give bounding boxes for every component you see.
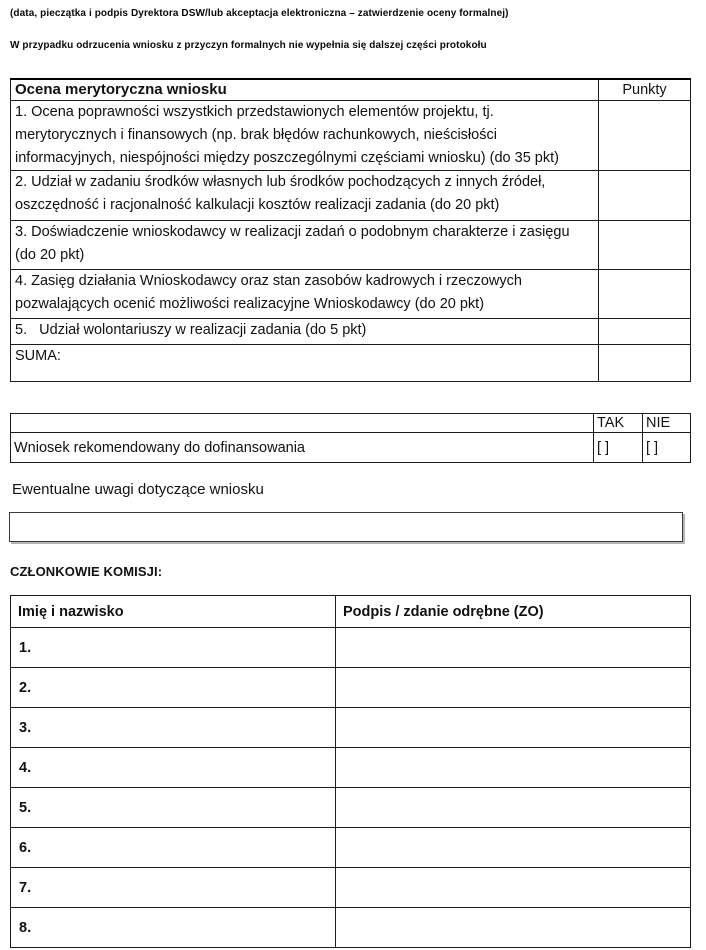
recommendation-label: Wniosek rekomendowany do dofinansowania — [14, 439, 305, 456]
committee-row — [11, 628, 691, 668]
criterion-3-label: 3. Doświadczenie wnioskodawcy w realizacji zadań o podobnym charakterze i zasięgu (do 20 pkt) — [15, 224, 574, 263]
committee-row — [11, 868, 691, 908]
member-7-signature-cell[interactable] — [336, 868, 691, 908]
member-6-signature-cell[interactable] — [336, 828, 691, 868]
member-2-name-cell[interactable]: 2. — [11, 668, 336, 708]
no-column-header: NIE — [646, 415, 671, 431]
merit-table-header-row — [11, 79, 691, 101]
formal-rejection-note: W przypadku odrzucenia wniosku z przyczyn formalnych nie wypełnia się dalszej części protokołu — [10, 40, 487, 51]
yes-column-header: TAK — [597, 415, 625, 431]
merit-evaluation-table — [10, 78, 691, 382]
criterion-3-points-cell[interactable] — [599, 221, 691, 270]
member-1-signature-cell[interactable] — [336, 628, 691, 668]
member-2-signature-cell[interactable] — [336, 668, 691, 708]
table-row — [11, 101, 691, 171]
table-row — [11, 270, 691, 319]
name-column-header: Imię i nazwisko — [18, 603, 124, 620]
member-3-signature-cell[interactable] — [336, 708, 691, 748]
points-column-header: Punkty — [622, 82, 667, 98]
member-7-name-cell[interactable]: 7. — [11, 868, 336, 908]
yes-checkbox[interactable]: [ ] — [594, 433, 643, 463]
member-3-name-cell[interactable]: 3. — [11, 708, 336, 748]
member-6-name-cell[interactable]: 6. — [11, 828, 336, 868]
criterion-5-points-cell[interactable] — [599, 319, 691, 345]
merit-table-title: Ocena merytoryczna wniosku — [15, 81, 227, 98]
no-checkbox[interactable]: [ ] — [643, 433, 691, 463]
criterion-1-points-cell[interactable] — [599, 101, 691, 171]
sum-label: SUMA: — [15, 348, 61, 364]
committee-row — [11, 828, 691, 868]
member-4-signature-cell[interactable] — [336, 748, 691, 788]
sum-row — [11, 345, 691, 382]
criterion-4-label: 4. Zasięg działania Wnioskodawcy oraz stan zasobów kadrowych i rzeczowych pozwalających ocenić możliwości realizacyjne Wnioskodawcy (do 20 pkt) — [15, 273, 526, 312]
sum-points-cell[interactable] — [599, 345, 691, 382]
member-5-name-cell[interactable]: 5. — [11, 788, 336, 828]
remarks-input-box[interactable] — [9, 512, 683, 542]
committee-heading: CZŁONKOWIE KOMISJI: — [10, 564, 163, 579]
member-5-signature-cell[interactable] — [336, 788, 691, 828]
member-8-name-cell[interactable]: 8. — [11, 908, 336, 948]
committee-row — [11, 708, 691, 748]
recommendation-row — [11, 433, 691, 463]
empty-header-cell — [11, 414, 594, 433]
criterion-2-points-cell[interactable] — [599, 171, 691, 221]
table-row — [11, 171, 691, 221]
remarks-label: Ewentualne uwagi dotyczące wniosku — [12, 481, 264, 498]
signature-note: (data, pieczątka i podpis Dyrektora DSW/lub akceptacja elektroniczna – zatwierdzenie oceny formalnej) — [10, 8, 509, 19]
member-4-name-cell[interactable]: 4. — [11, 748, 336, 788]
criterion-4-points-cell[interactable] — [599, 270, 691, 319]
table-row — [11, 319, 691, 345]
member-8-signature-cell[interactable] — [336, 908, 691, 948]
criterion-5-label: 5. Udział wolontariuszy w realizacji zadania (do 5 pkt) — [15, 322, 367, 338]
committee-row — [11, 908, 691, 948]
member-1-name-cell[interactable]: 1. — [11, 628, 336, 668]
committee-row — [11, 668, 691, 708]
recommendation-header-row — [11, 414, 691, 433]
committee-header-row — [11, 596, 691, 628]
remarks-value — [10, 513, 682, 517]
committee-table — [10, 595, 691, 948]
committee-row — [11, 748, 691, 788]
signature-column-header: Podpis / zdanie odrębne (ZO) — [343, 603, 544, 620]
table-row — [11, 221, 691, 270]
criterion-1-label: 1. Ocena poprawności wszystkich przedstawionych elementów projektu, tj. merytorycznych i finansowych (np. brak błędów rachunkowych, nieścisłości informacyjnych, niespójności między poszczególnymi częściami wniosku) (do 35 pkt) — [15, 104, 559, 166]
criterion-2-label: 2. Udział w zadaniu środków własnych lub środków pochodzących z innych źródeł, oszczędność i racjonalność kalkulacji kosztów realizacji zadania (do 20 pkt) — [15, 174, 550, 213]
committee-row — [11, 788, 691, 828]
recommendation-table — [10, 413, 691, 463]
